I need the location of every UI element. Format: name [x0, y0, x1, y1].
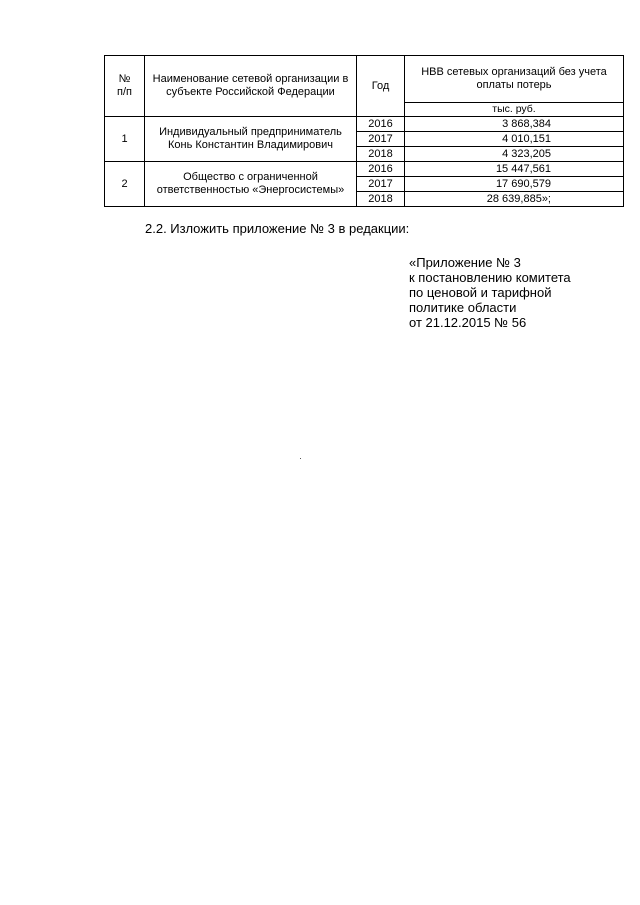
header-unit: тыс. руб.	[405, 103, 624, 117]
value-cell: 17 690,579	[405, 177, 624, 192]
scan-speck	[300, 458, 301, 459]
org-name: Общество с ограниченной ответственностью «Энергосистемы»	[145, 162, 357, 207]
row-num: 1	[105, 117, 145, 162]
appendix-header	[409, 255, 571, 330]
year-cell: 2016	[357, 162, 405, 177]
value-cell: 4 323,205	[405, 147, 624, 162]
paragraph-text: 2.2. Изложить приложение № 3 в редакции:	[145, 221, 410, 236]
appendix-line: по ценовой и тарифной	[409, 285, 552, 300]
row-num: 2	[105, 162, 145, 207]
appendix-line: политике области	[409, 300, 517, 315]
tariff-table	[104, 55, 624, 207]
value-cell: 15 447,561	[405, 162, 624, 177]
year-cell: 2017	[357, 132, 405, 147]
year-cell: 2016	[357, 117, 405, 132]
year-cell: 2018	[357, 147, 405, 162]
org-name: Индивидуальный предприниматель Конь Константин Владимирович	[145, 117, 357, 162]
header-year: Год	[357, 56, 405, 117]
appendix-line: к постановлению комитета	[409, 270, 571, 285]
table-row	[105, 117, 624, 132]
appendix-line: «Приложение № 3	[409, 255, 521, 270]
appendix-line: от 21.12.2015 № 56	[409, 315, 527, 330]
table-row	[105, 162, 624, 177]
header-nvv: НВВ сетевых организаций без учета оплаты потерь	[405, 56, 624, 103]
header-num: № п/п	[105, 56, 145, 117]
value-cell: 28 639,885»;	[405, 192, 624, 207]
value-cell: 3 868,384	[405, 117, 624, 132]
year-cell: 2018	[357, 192, 405, 207]
value-cell: 4 010,151	[405, 132, 624, 147]
year-cell: 2017	[357, 177, 405, 192]
header-org-name: Наименование сетевой организации в субъекте Российской Федерации	[145, 56, 357, 117]
